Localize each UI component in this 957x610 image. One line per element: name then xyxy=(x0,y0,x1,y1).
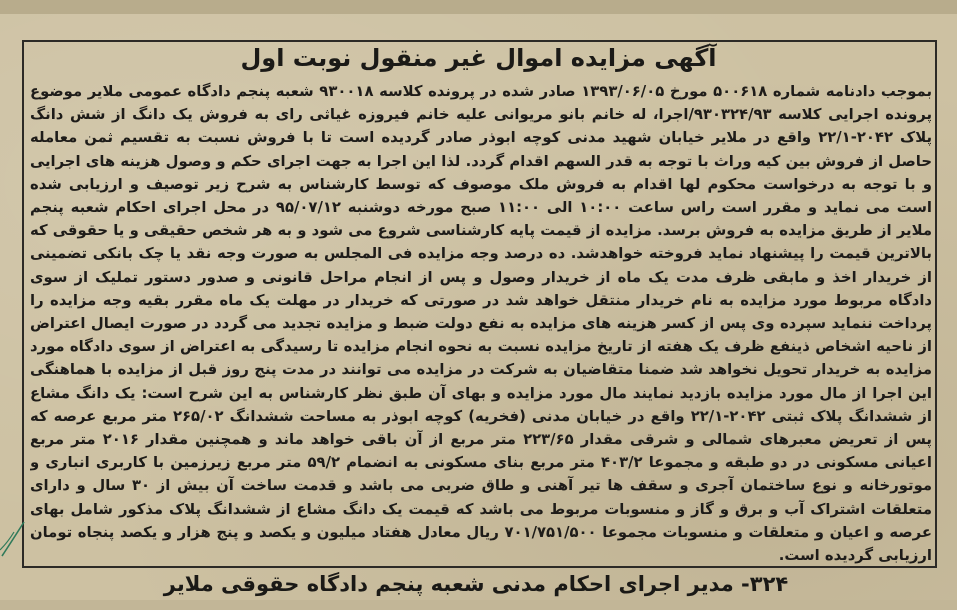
previous-article-edge xyxy=(0,0,957,14)
notice-title: آگهی مزایده اموال غیر منقول نوبت اول xyxy=(240,44,717,72)
notice-body: بموجب دادنامه شماره ۵۰۰۶۱۸ مورخ ۱۳۹۳/۰۶/۰۵ صادر شده در پرونده کلاسه ۹۳۰۰۱۸ شعبه پنجم دادگاه عمومی ملایر موضوع پرونده اجرایی کلاسه ۹۳۰۳۲۴/۹۳/اجرا، له خانم بانو مریوانی علیه خانم فیروزه غیاثی رای به فروش یک دانگ از شش دانگ پلاک ۲۰۴۲-۲۲/۱ واقع در ملایر خیابان شهید مدنی کوچه ابوذر صادر گردیده است تا با فروش نسبت به تقسیم ثمن معامله حاصل از فروش بین کیه وراث با توجه به قدر السهم اقدام گردد. لذا این اجرا به جهت اجرای حکم و وصول هزینه های اجرایی و با توجه به درخواست محکوم لها اقدام به فروش ملک موصوف که توسط کارشناس به شرح زیر توصیف و ارزیابی شده است می نماید و مقرر است راس ساعت ۱۰:۰۰ الی ۱۱:۰۰ صبح مورخه دوشنبه ۹۵/۰۷/۱۲ در محل اجرای احکام شعبه پنجم ملایر از طریق مزایده به فروش برسد. مزایده از قیمت پایه کارشناسی شروع می شود و به هر شخص حقیقی و یا حقوقی که بالاترین قیمت را پیشنهاد نماید فروخته خواهدشد. ده درصد وجه مزایده فی المجلس به صورت وجه نقد یا چک بانکی تضمینی از خریدار اخذ و مابقی ظرف مدت یک ماه از خریدار وصول و پس از انجام مراحل قانونی و صدور دستور تملیک از سوی دادگاه مربوط مورد مزایده به نام خریدار منتقل خواهد شد در صورتی که خریدار در مهلت یک ماه مقرر بقیه وجه مزایده را پرداخت ننماید سپرده وی پس از کسر هزینه های مزایده به نفع دولت ضبط و مزایده تجدید می گردد در صورت ایصال اعتراض از ناحیه اشخاص ذینفع ظرف یک هفته از تاریخ مزایده نسبت به نحوه انجام مزایده تا رسیدگی به اعتراض از سوی دادگاه مورد مزایده به خریدار تحویل نخواهد شد ضمنا متقاضیان به شرکت در مزایده می توانند در مدت پنج روز قبل از مزایده با هماهنگی این اجرا از مال مورد مزایده بازدید نمایند مال مورد مزایده و بهای آن طبق نظر کارشناس به این شرح است: یک دانگ مشاع از ششدانگ پلاک ثبتی ۲۰۴۲-۲۲/۱ واقع در خیابان مدنی (فخریه) کوچه ابوذر به مساحت ششدانگ ۲۶۵/۰۲ متر مربع عرصه که پس از تعریض معبرهای شمالی و شرقی مقدار ۲۲۳/۶۵ متر مربع از آن باقی خواهد ماند و همچنین مقدار ۲۰۱۶ متر مربع اعیانی مسکونی در دو طبقه و مجموعا ۴۰۳/۲ متر مربع بنای مسکونی به انضمام ۵۹/۲ متر مربع زیرزمین با کاربری انباری و موتورخانه و نوع ساختمان آجری و سقف ها تیر آهنی و طاق ضربی می باشد و قدمت ساخت آن بیش از ۳۰ سال و دارای متعلقات اشتراک آب و برق و گاز و منسوبات مربوط می باشد که قیمت یک دانگ مشاع از ششدانگ پلاک مذکور شامل بهای عرصه و اعیان و متعلقات و منسوبات مجموعا ۷۰۱/۷۵۱/۵۰۰ ریال معادل هفتاد میلیون و یکصد و پنج هزار و یکصد پنجاه تومان ارزیابی گردیده است. xyxy=(30,83,932,565)
next-article-edge xyxy=(0,600,957,610)
pen-mark-icon xyxy=(0,518,26,558)
notice-signature: ۳۲۴- مدیر اجرای احکام مدنی شعبه پنجم دادگاه حقوقی ملایر xyxy=(163,572,789,596)
